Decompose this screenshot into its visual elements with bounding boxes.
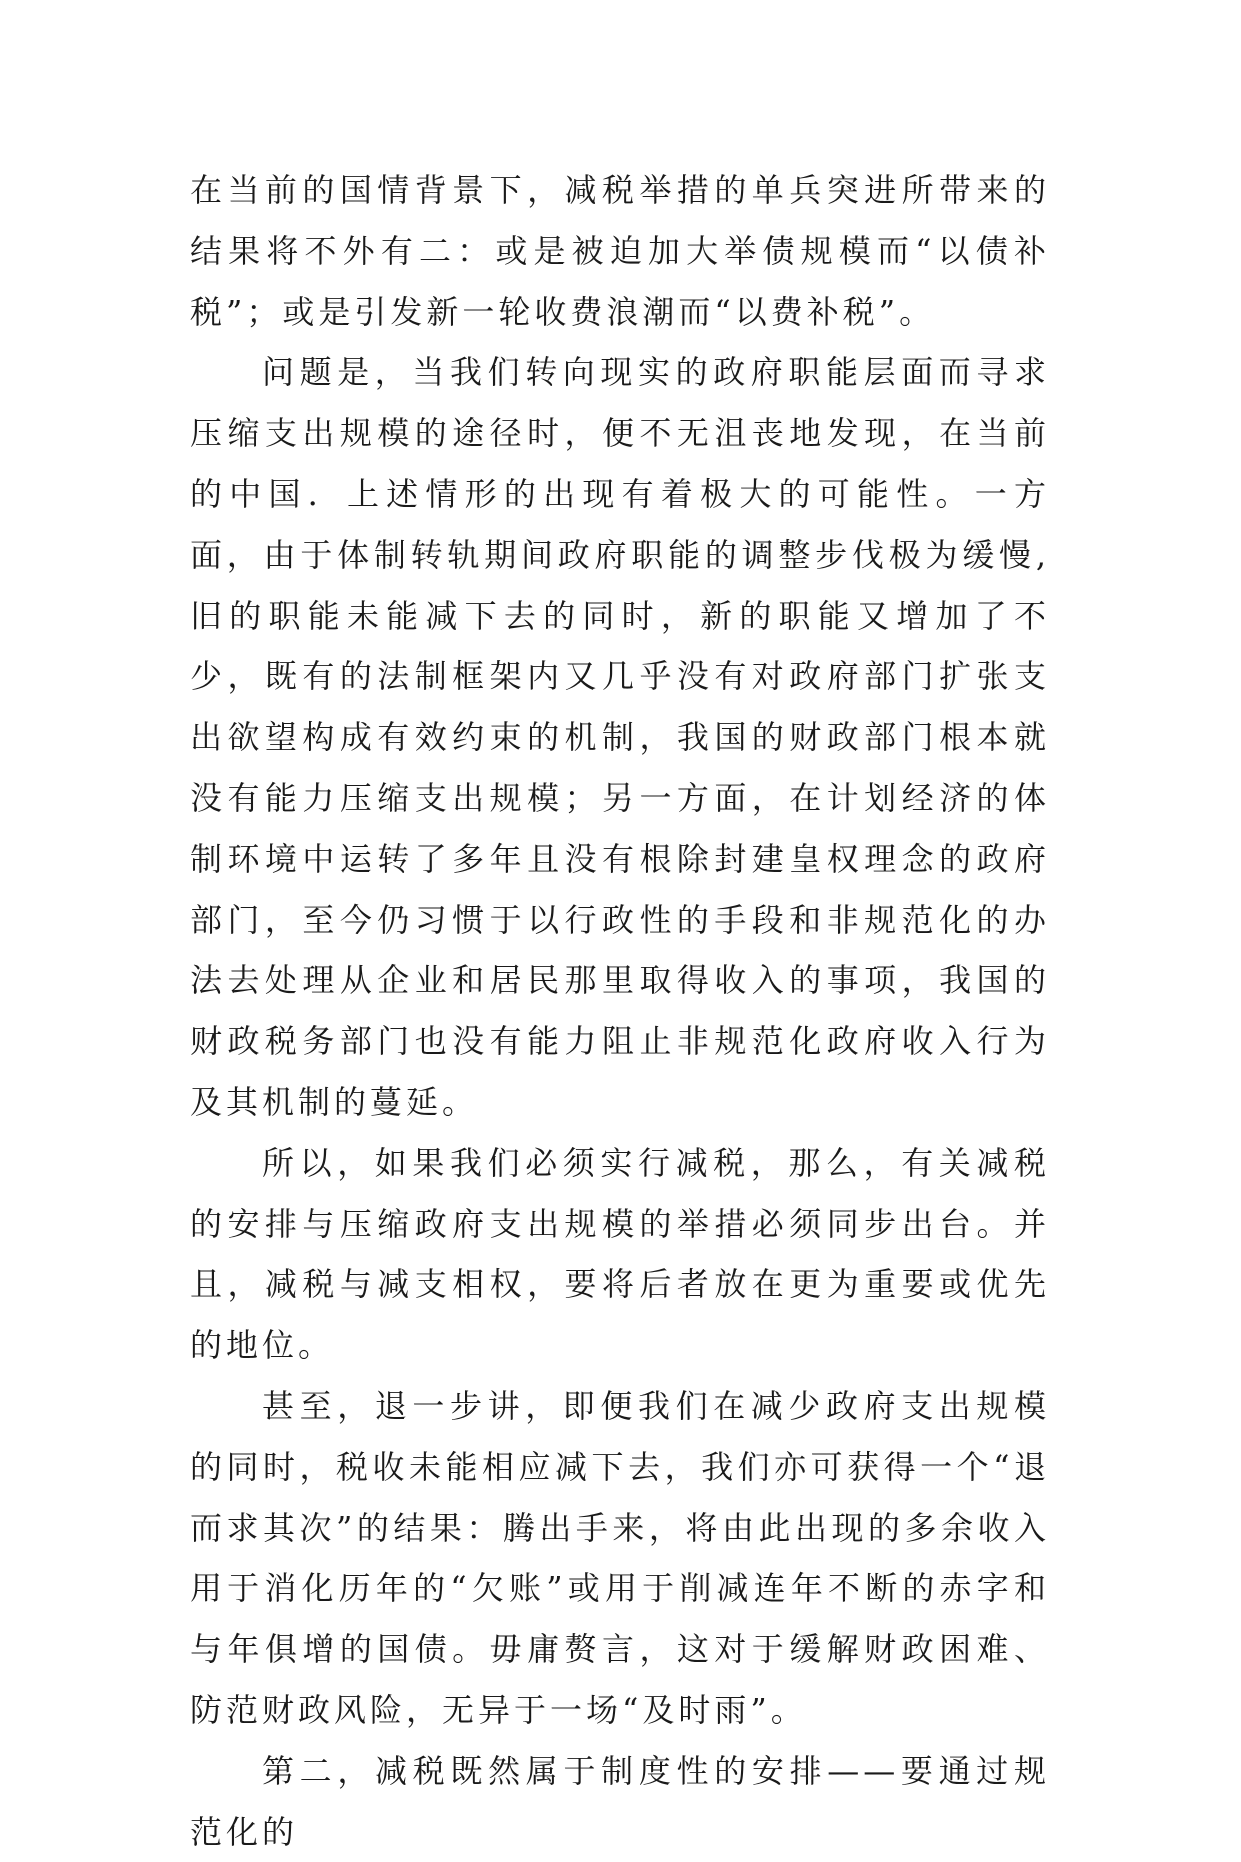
paragraph-5: 第二，减税既然属于制度性的安排——要通过规范化的	[190, 1751, 1050, 1851]
paragraph-3: 所以，如果我们必须实行减税，那么，有关减税的安排与压缩政府支出规模的举措必须同步出台。并且，减税与减支相权，要将后者放在更为重要或优先的地位。	[190, 1143, 1050, 1365]
document-body	[190, 160, 1050, 1862]
paragraph-1: 在当前的国情背景下，减税举措的单兵突进所带来的结果将不外有二：或是被迫加大举债规模而“以债补税”；或是引发新一轮收费浪潮而“以费补税”。	[190, 171, 1050, 331]
paragraph-2: 问题是，当我们转向现实的政府职能层面而寻求压缩支出规模的途径时，便不无沮丧地发现，在当前的中国．上述情形的出现有着极大的可能性。一方面，由于体制转轨期间政府职能的调整步伐极为缓慢,旧的职能未能减下去的同时，新的职能又增加了不少，既有的法制框架内又几乎没有对政府部门扩张支出欲望构成有效约束的机制，我国的财政部门根本就没有能力压缩支出规模；另一方面，在计划经济的体制环境中运转了多年且没有根除封建皇权理念的政府部门，至今仍习惯于以行政性的手段和非规范化的办法去处理从企业和居民那里取得收入的事项，我国的财政税务部门也没有能力阻止非规范化政府收入行为及其机制的蔓延。	[190, 353, 1050, 1121]
paragraph-4: 甚至，退一步讲，即便我们在减少政府支出规模的同时，税收未能相应减下去，我们亦可获得一个“退而求其次”的结果：腾出手来，将由此出现的多余收入用于消化历年的“欠账”或用于削减连年不断的赤字和与年俱增的国债。毋庸赘言，这对于缓解财政困难、防范财政风险，无异于一场“及时雨”。	[190, 1386, 1050, 1729]
